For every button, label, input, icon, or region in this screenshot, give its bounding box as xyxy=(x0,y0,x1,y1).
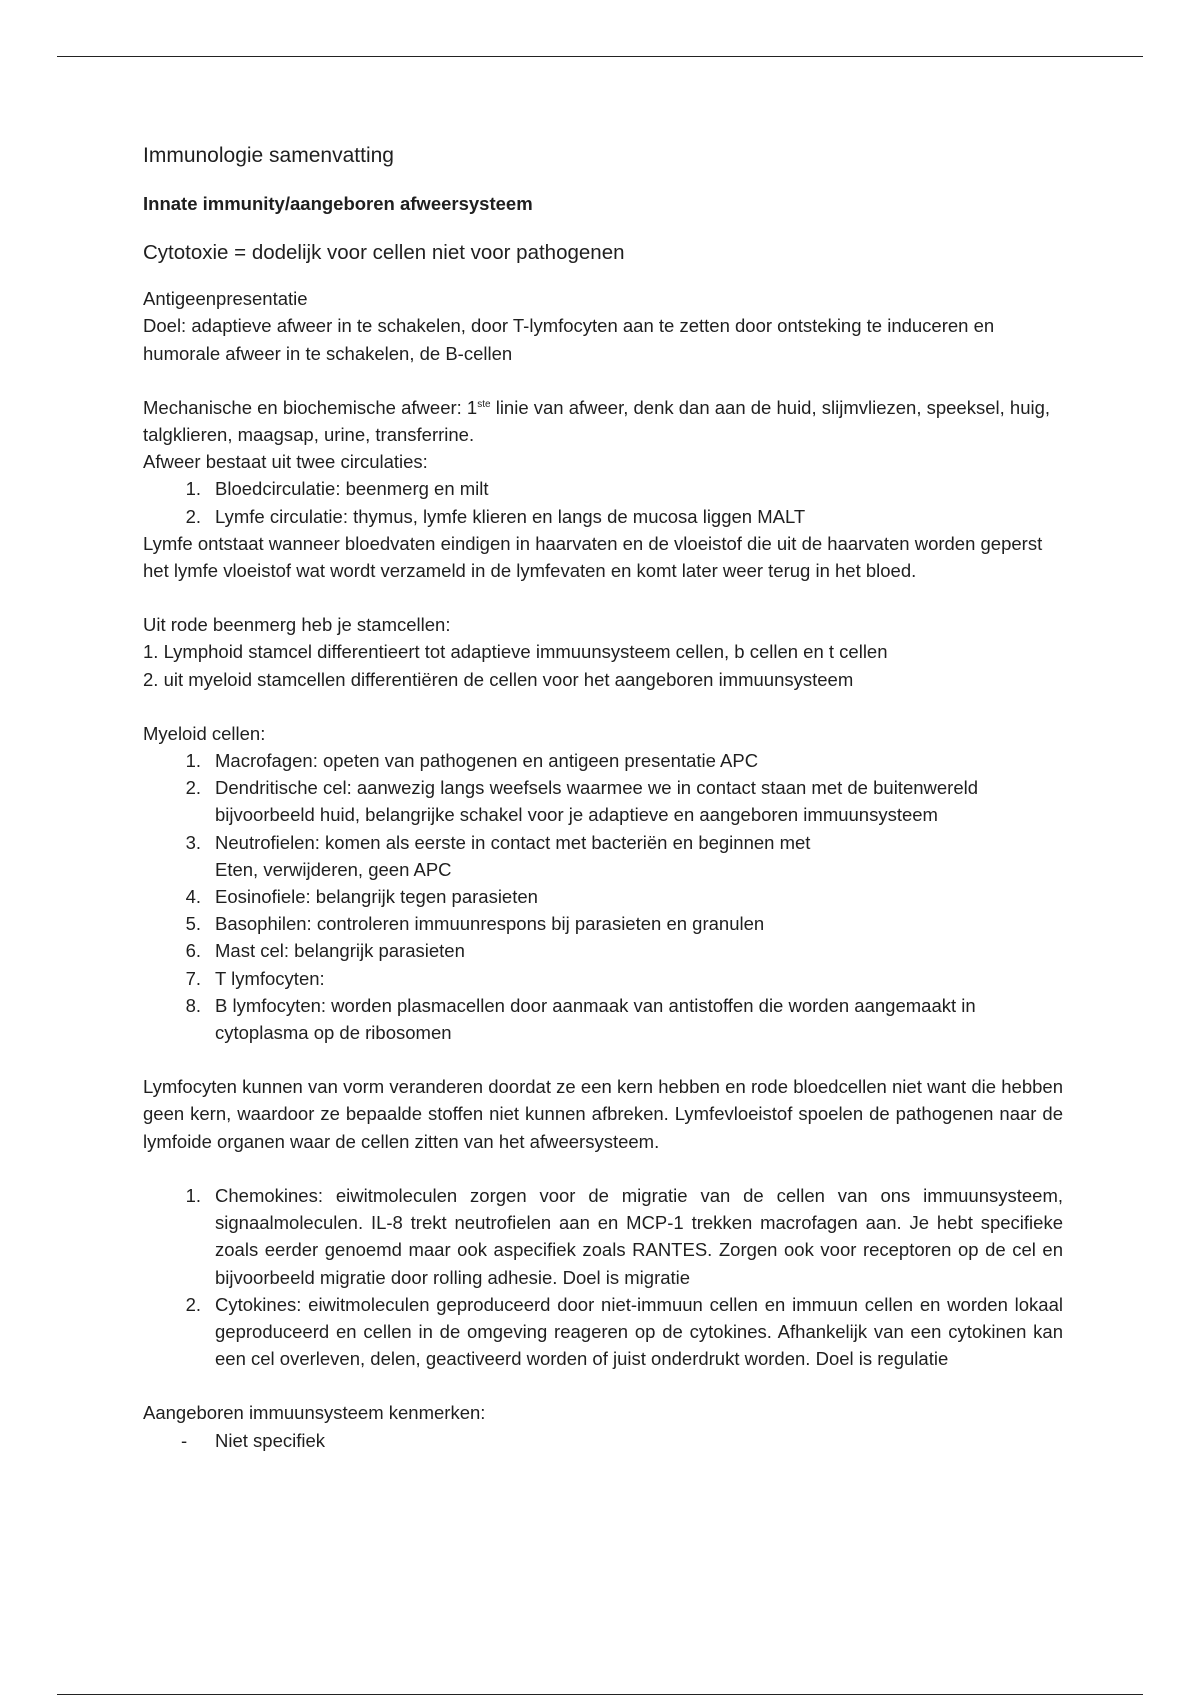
antigeen-heading: Antigeenpresentatie xyxy=(143,288,308,310)
list-item: 6. Mast cel: belangrijk parasieten xyxy=(185,940,465,962)
list-item: 1. Chemokines: eiwitmoleculen zorgen voor de migratie van de cellen van ons immuunsysteem, signaalmoleculen. IL-8 trekt neutrofielen aan en MCP-1 trekken macrofagen aan. Je hebt specifieke zoals eerder genoemd maar ook aspecifiek zoals RANTES. Zorgen ook voor receptoren op de cel en bijvoorbeeld migratie door rolling adhesie. Doel is migratie xyxy=(185,1184,1063,1288)
stamcellen-heading: Uit rode beenmerg heb je stamcellen: xyxy=(143,614,451,636)
list-item: 4. Eosinofiele: belangrijk tegen parasieten xyxy=(185,886,538,908)
cytotoxie-definition: Cytotoxie = dodelijk voor cellen niet voor pathogenen xyxy=(143,241,625,265)
list-item: 7. T lymfocyten: xyxy=(185,967,325,989)
stamcellen-line: 1. Lymphoid stamcel differentieert tot adaptieve immuunsysteem cellen, b cellen en t cellen xyxy=(143,641,888,663)
list-item: 8. B lymfocyten: worden plasmacellen door aanmaak van antistoffen die worden aangemaakt in cytoplasma op de ribosomen xyxy=(185,994,976,1044)
mechanisch-paragraph xyxy=(143,394,1063,448)
lymfocyten-paragraph: Lymfocyten kunnen van vorm veranderen doordat ze een kern hebben en rode bloedcellen niet want die hebben geen kern, waardoor ze bepaalde stoffen niet kunnen afbreken. Lymfevloeistof spoelen de pathogenen naar de lymfoide organen waar de cellen zitten van het afweersysteem. xyxy=(143,1076,1063,1152)
afweer-intro: Afweer bestaat uit twee circulaties: xyxy=(143,451,428,473)
kenmerken-list xyxy=(143,1427,1063,1454)
list-item: 3. Neutrofielen: komen als eerste in contact met bacteriën en beginnen met Eten, verwijderen, geen APC xyxy=(185,831,811,880)
list-item: 2. Cytokines: eiwitmoleculen geproduceerd door niet-immuun cellen en immuun cellen en worden lokaal geproduceerd en cellen in de omgeving reageren op de cytokines. Afhankelijk van een cytokinen kan een cel overleven, delen, geactiveerd worden of juist onderdrukt worden. Doel is regulatie xyxy=(185,1293,1063,1370)
list-item: 2. Lymfe circulatie: thymus, lymfe klieren en langs de mucosa liggen MALT xyxy=(185,505,806,527)
circulaties-list xyxy=(143,475,1063,529)
footer-rule xyxy=(57,1694,1143,1695)
stamcellen-line: 2. uit myeloid stamcellen differentiëren de cellen voor het aangeboren immuunsysteem xyxy=(143,668,854,690)
header-rule xyxy=(57,56,1143,57)
myeloid-list xyxy=(143,747,1063,1046)
antigeen-text: Doel: adaptieve afweer in te schakelen, door T-lymfocyten aan te zetten door ontsteking te induceren en humorale afweer in te schakelen, de B-cellen xyxy=(143,315,995,364)
lymfe-paragraph: Lymfe ontstaat wanneer bloedvaten eindigen in haarvaten en de vloeistof die uit de haarvaten worden geperst het lymfe vloeistof wat wordt verzameld in de lymfevaten en komt later weer terug in het bloed. xyxy=(143,532,1043,582)
list-item: 2. Dendritische cel: aanwezig langs weefsels waarmee we in contact staan met de buitenwereld bijvoorbeeld huid, belangrijke schakel voor je adaptieve en aangeboren immuunsysteem xyxy=(185,777,979,826)
mechanisch-text-before: Mechanische en biochemische afweer: 1 xyxy=(143,396,478,418)
mechanisch-sup: ste xyxy=(477,398,491,410)
section-heading: Innate immunity/aangeboren afweersysteem xyxy=(143,193,533,214)
list-item: - Niet specifiek xyxy=(181,1429,326,1451)
myeloid-heading: Myeloid cellen: xyxy=(143,722,266,744)
document-title: Immunologie samenvatting xyxy=(143,144,394,167)
list-item: 1. Bloedcirculatie: beenmerg en milt xyxy=(185,478,489,500)
kenmerken-heading: Aangeboren immuunsysteem kenmerken: xyxy=(143,1402,486,1424)
mechanisch-text-after: linie van afweer, denk dan aan de huid, slijmvliezen, speeksel, huig, talgklieren, maagsap, urine, transferrine. xyxy=(143,396,1051,446)
list-item: 5. Basophilen: controleren immuunrespons bij parasieten en granulen xyxy=(185,913,765,935)
list-item: 1. Macrofagen: opeten van pathogenen en antigeen presentatie APC xyxy=(185,750,759,772)
kines-list xyxy=(143,1182,1063,1372)
document-body xyxy=(143,142,1063,1454)
